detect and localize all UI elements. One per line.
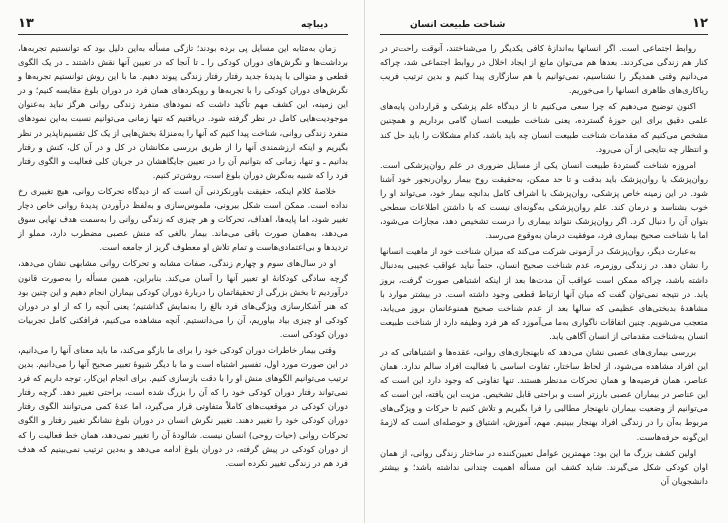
right-page-header [380,18,708,35]
right-paragraph: بررسی بیماری‌های عصبی نشان می‌دهد که نابهنجاری‌های روانی، عقده‌ها و اشتباهاتی که در این افراد مشاهده می‌شود، از لحاظ ساختار، تفاوت اساسی با فعالیت افراد سالم ندارد. همان عناصر، همان فرضیه‌ها و همان تحرکات مدنظر هستند. تنها تفاوتی که وجود دارد این است که این عناصر در بیماران عصبی بارزتر است و براحتی قابل تشخیص. مزیت این یافته، این است که می‌توانیم از وضعیت بیماران نابهنجار مطالبی را فرا بگیریم و تلاش کنیم تا حرکات و ویژگی‌های مربوط به‌آن را در زندگی افراد بهنجار ببینیم. مهم، آموزش، اشتیاق و حوصله‌ای است که لازمهٔ این‌گونه حرفه‌هاست. [380,346,708,442]
right-paragraph: اولین کشف بزرگ ما این بود: مهمترین عوامل تعیین‌کننده در ساختار زندگی روانی، از همان اوان کودکی شکل می‌گیرند. شاید کشف این مسأله اهمیت چندانی نداشته باشد؛ و بیشتر دانشجویان آن [380,447,708,486]
left-page-header [18,18,348,35]
right-paragraph: روابط اجتماعی است. اگر انسانها به‌اندازهٔ کافی یکدیگر را می‌شناختند، آنوقت راحت‌تر در کنار هم زندگی می‌کردند. بعدها هم می‌توان مانع از ایجاد اخلال در روابط اجتماعی شد، چراکه می‌دانیم وقتی همدیگر را نشناسیم، نمی‌توانیم با هم سازگاری پیدا کنیم و بدین ترتیب فریب ریاکاری‌های ظاهری انسانها را می‌خوریم. [380,43,708,96]
left-page-body [18,41,348,470]
left-paragraph: زمان بەمثابه این مسایل پی برده بودند؛ تازگی مسأله بەاین دلیل بود که توانستیم تجربه‌ها، برداشت‌ها و نگرش‌های دوران کودکی را ـ تا آنجا که در تعیین آنها نقش داشتند ـ در یک الگوی قطعی و متوالی با پدیدهٔ جدید رفتار رفتار زندگی پیوند دهیم. ما با این روش توانستیم تجربه‌ها و نگرش‌های دوران کودکی را با تجربه‌ها و رویکردهای همان فرد در دوران بلوغ مقایسه کنیم؛ و در این زمینه، این کشف مهم تأکید داشت که نمودهای منفرد زندگی روانی هرگز نباید به‌عنوان موجودیت‌هایی کامل در نظر گرفته شود. دریافتیم که تنها زمانی می‌توانیم نسبت به‌این نمودهای منفرد زندگی روانی، شناخت پیدا کنیم که آنها را به‌منزلهٔ بخش‌هایی از یک کل تقسیم‌ناپذیر در نظر بگیریم و اینکه ارزشمندی آنها را از طریق بررسی مکانشان در کل و در آن کل، کنش و رفتار بدانیم ـ و تنها، زمانی که بتوانیم آن را در تعیین جایگاهشان در جریان کلی فعالیت و الگوی رفتار فرد را که شبیه به‌نگرش دوران بلوغ است، روشن‌تر کنیم. [18,43,348,180]
left-paragraph: او در سال‌های سوم و چهارم زندگی، صفات مشابه و تحرکات روانی مشابهی نشان می‌دهد، گرچه سادگی کودکانهٔ او تعبیر آنها را آسان می‌کند. بنابراین، همین مسأله را به‌صورت قانون درآوردیم تا بخش بزرگی از تحقیقاتمان را دربارهٔ دوران کودکی بیماران انجام دهیم و این چنین بود که هنر آشکارسازی ویژگی‌های فرد بالغ را به‌نمایش گذاشتیم؛ یعنی آنچه را که از او در دوران کودکی او چیزی بیاد بیاوریم، آن را می‌دانستیم. آنچه مشاهده می‌کنیم، فرافکنی کامل تجربیات دوران کودکی است. [18,258,348,339]
left-paragraph: خلاصهٔ کلام اینکه، حقیقت باورنکردنی آن است که از دیدگاه تحرکات روانی، هیچ تغییری رخ نداده است. ممکن است شکل بیرونی، ملموس‌سازی و بەلفظ درآوردن پدیدهٔ روانی خاص دچار تغییر شود، اما پایه‌ها، اهداف، تحرکات و هر چیزی که زندگی روانی را به‌سمت هدف نهایی سوق می‌دهد، به‌همان صورت باقی می‌ماند. بیمار بالغی که منش عصبی مضطرب دارد، مملو از تردیدها و بی‌اعتمادی‌هاست و تمام تلاش او معطوف گریز از جامعه است. [18,185,348,253]
right-running-head: شناخت طبیعت انسان [410,20,506,30]
right-page-number: ۱۲ [692,16,708,31]
left-running-head: دیباچه [301,20,328,30]
right-page-body [380,41,708,488]
left-paragraph: وقتی بیمار خاطرات دوران کودکی خود را برای ما بازگو می‌کند، ما باید معنای آنها را می‌دانیم، در این صورت مورد اول، تفسیر اشتباه است و ما با دیگر شیوهٔ تعبیر صحیح آنها را می‌دانیم. بدین ترتیب می‌توانیم الگوهای منش او را با دقت بازسازی کنیم. برای انجام این‌کار، توجه داریم که فرد نمی‌تواند رفتار دوران کودکی خود را که آن را بزرگ شده است، براحتی تغییر دهد. گرچه رفتار دوران کودکی در موقعیت‌های کاملاً متفاوتی قرار می‌گیرد، اما عدهٔ کمی می‌توانند الگوی رفتار دوران کودکی خود را تغییر دهند. تغییر نگرش انسان در دوران بلوغ نشانگر تغییر رفتار و الگوی تحرکات روانی (حیات روحی) انسان نیست. شالودهٔ آن را تغییر نمی‌دهد، همان خط فعالیت را که از دوران کودکی در پیش گرفته، در دوران بلوغ ادامه می‌دهد و به‌دین ترتیب نمی‌بینیم که هدف فرد هم در زندگی تغییر نکرده است. [18,344,348,468]
right-paragraph: اکنون توضیح می‌دهیم که چرا سعی می‌کنیم تا از دیدگاه علم پزشکی و قراردادن پایه‌های علمی دقیق برای این حوزهٔ گسترده، یعنی شناخت طبیعت انسان گامی برداریم و همچنین مشخص می‌کنیم که مقدمات شناخت طبیعت انسان چه باید باشد، کدام مشکلات را باید حل کند و انتظار چه نتایجی از آن می‌رود. [380,101,708,154]
left-page-number: ۱۳ [18,16,34,31]
left-page [0,0,360,523]
right-paragraph: به‌عبارت دیگر، روان‌پزشک در آزمونی شرکت می‌کند که میزان شناخت خود از ماهیت انسانها را نشان دهد. در زندگی روزمره، عدم شناخت صحیح انسان، حتماً نباید عواقب عجیبی به‌دنبال داشته باشد، چراکه ممکن است عواقب آن مدت‌ها بعد از اینکه اشتباهی صورت گرفت، بروز یابد. در نتیجه نمی‌توان گفت که میان آنها ارتباط قطعی وجود داشته است. در بیشتر موارد با مشاهدهٔ بدبختی‌های عظیمی که سالها بعد از عدم شناخت صحیح همنوعانمان بروز می‌یابد، متعجب می‌شویم. چنین اتفاقات ناگواری بەما می‌آموزد که هر فرد وظیفه دارد از شناخت طبیعت انسان به‌شناخت مقدماتی از انسان آگاهی یابد. [380,246,708,341]
right-paragraph: امروزه شناخت گستردهٔ طبیعت انسان یکی از مسایل ضروری در علم روان‌پزشکی است. روان‌پزشک یا روان‌پزشک باید بدقت و تا حد ممکن، به‌حقیقت روح بیمار روان‌رنجور خود آشنا شود. در این زمینه خاص پزشکی، روان‌پزشک با اشراف کامل بدانچه بیمار خود، می‌تواند او را خوب بشناسد و درمان کند. علم روان‌پزشکی به‌گونه‌ای نیست که با داشتن اطلاعات سطحی بتوان آن را دنبال کرد. اگر روان‌پزشک نتواند بیماری را درست تشخیص دهد، مجازات می‌شود، اما با شناخت صحیح بیماری فرد، موفقیت درمان به‌وقوع می‌رسد. [380,159,708,241]
right-page [368,0,728,523]
page-gutter [364,0,365,523]
